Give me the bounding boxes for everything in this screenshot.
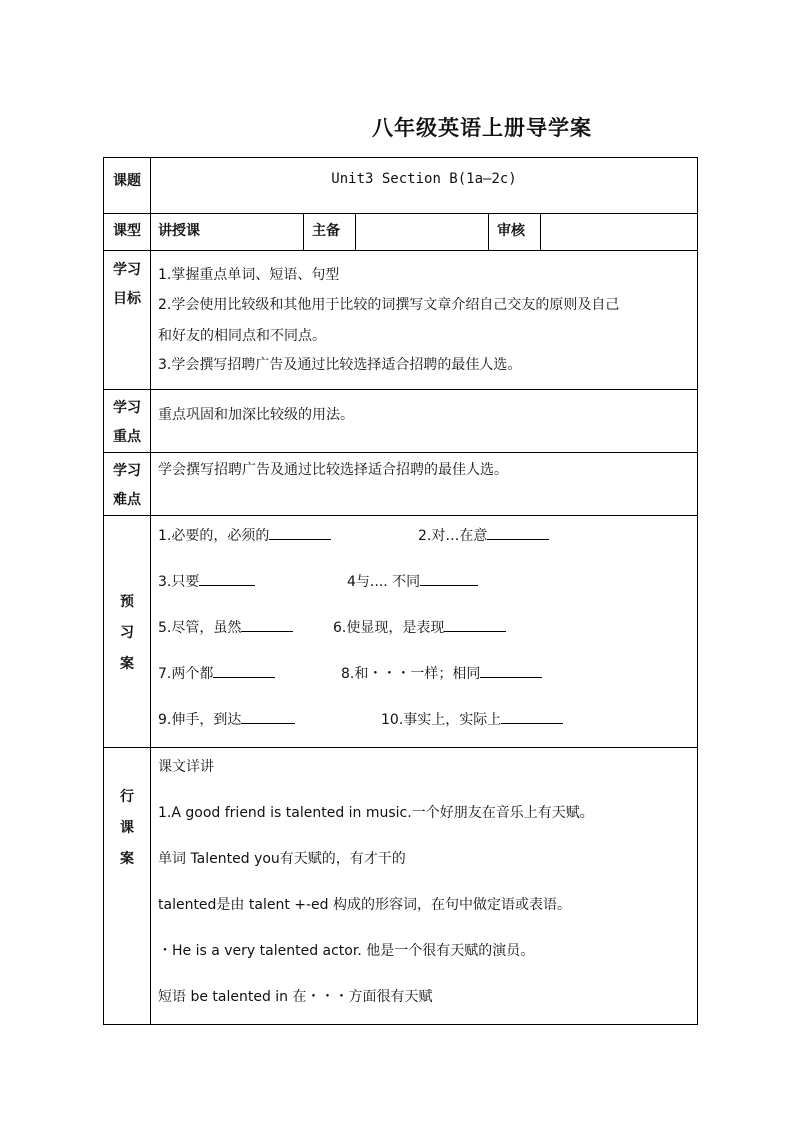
review-value [541, 214, 698, 251]
lesson-line-2: 单词 Talented you有天赋的，有才干的 [158, 851, 406, 867]
type-label: 课型 [104, 214, 151, 251]
preview-row [104, 516, 698, 748]
lesson-line-5: 短语 be talented in 在・・・方面很有天赋 [158, 989, 433, 1005]
goals-line-3: 和好友的相同点和不同点。 [158, 328, 326, 344]
preview-item-8: 8.和・・・一样；相同 [341, 663, 542, 683]
type-row [104, 214, 698, 251]
difficulty-label-2: 难点 [113, 492, 141, 508]
focus-text: 重点巩固和加深比较级的用法。 [151, 390, 698, 453]
lesson-label-2: 课 [120, 820, 134, 836]
topic-row [104, 158, 698, 214]
host-value [356, 214, 489, 251]
preview-label [104, 516, 151, 748]
focus-row [104, 390, 698, 453]
difficulty-label [104, 453, 151, 516]
topic-value: Unit3 Section B(1a—2c) [151, 158, 698, 214]
lesson-row [104, 748, 698, 1025]
study-guide-table [103, 157, 698, 1025]
preview-item-10: 10.事实上，实际上 [381, 709, 563, 729]
preview-content [151, 516, 698, 748]
preview-item-5: 5.尽管，虽然 [158, 617, 293, 637]
lesson-content [151, 748, 698, 1025]
lesson-line-1: 1.A good friend is talented in music.一个好朋友在音乐上有天赋。 [158, 805, 594, 821]
goals-label-2: 目标 [113, 291, 141, 307]
goals-content [151, 251, 698, 390]
goals-line-1: 1.掌握重点单词、短语、句型 [158, 267, 340, 283]
focus-label-2: 重点 [113, 429, 141, 445]
preview-item-4: 4与.... 不同 [347, 571, 478, 591]
preview-item-7: 7.两个都 [158, 663, 275, 683]
topic-label: 课题 [104, 158, 151, 214]
review-label: 审核 [489, 214, 541, 251]
difficulty-text: 学会撰写招聘广告及通过比较选择适合招聘的最佳人选。 [151, 453, 698, 516]
preview-label-2: 习 [120, 624, 134, 641]
preview-label-3: 案 [120, 655, 134, 672]
focus-label [104, 390, 151, 453]
preview-item-1: 1.必要的，必须的 [158, 525, 331, 545]
page-title: 八年级英语上册导学案 [372, 116, 592, 140]
preview-item-9: 9.伸手，到达 [158, 709, 295, 729]
preview-item-6: 6.使显现，是表现 [333, 617, 506, 637]
preview-item-3: 3.只要 [158, 571, 255, 591]
lesson-line-3: talented是由 talent +-ed 构成的形容词，在句中做定语或表语。 [158, 897, 571, 913]
difficulty-label-1: 学习 [113, 463, 141, 479]
lesson-line-4: ・He is a very talented actor. 他是一个很有天赋的演员。 [158, 943, 535, 959]
difficulty-row [104, 453, 698, 516]
goals-label-1: 学习 [113, 262, 141, 278]
lesson-label-3: 案 [120, 851, 134, 867]
type-value: 讲授课 [151, 214, 304, 251]
goals-line-4: 3.学会撰写招聘广告及通过比较选择适合招聘的最佳人选。 [158, 357, 522, 373]
lesson-label [104, 748, 151, 1025]
goals-label [104, 251, 151, 390]
goals-row [104, 251, 698, 390]
preview-label-1: 预 [120, 593, 134, 610]
lesson-heading: 课文详讲 [158, 759, 214, 775]
focus-label-1: 学习 [113, 400, 141, 416]
preview-item-2: 2.对…在意 [418, 525, 549, 545]
goals-line-2: 2.学会使用比较级和其他用于比较的词撰写文章介绍自己交友的原则及自己 [158, 297, 620, 313]
host-label: 主备 [304, 214, 356, 251]
lesson-label-1: 行 [120, 789, 134, 805]
